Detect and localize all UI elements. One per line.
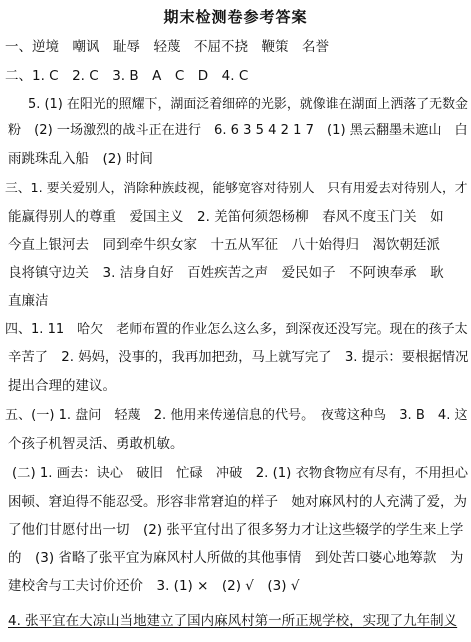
section-1-line: 一、逆境 嘲讽 耻辱 轻蔑 不屈不挠 鞭策 名誉 xyxy=(5,39,329,55)
section-5-line: 五、(一) 1. 盘问 轻蔑 2. 他用来传递信息的代号。 夜莺这种鸟 3. B 4. 这 xyxy=(5,408,468,423)
section-2-q5-line: 雨跳珠乱入船 (2) 时间 xyxy=(8,151,153,167)
section-3-line: 三、1. 要关爱别人，消除种族歧视，能够宽容对待别人 只有用爱去对待别人，才 xyxy=(5,181,468,196)
section-5-part2-line: 建校舍与工夫讨价还价 3. (1) × (2) √ (3) √ xyxy=(8,578,300,594)
section-3-line: 良将镇守边关 3. 洁身自好 百姓疾苦之声 爱民如子 不阿谀奉承 耿 xyxy=(8,265,444,281)
section-3-line: 今直上银河去 同到牵牛织女家 十五从军征 八十始得归 渴饮朝廷派 xyxy=(8,237,440,253)
section-4-line: 提出合理的建议。 xyxy=(8,378,116,394)
section-5-part2-line: (二) 1. 画去：诀心 破旧 忙碌 冲破 2. (1) 衣物食物应有尽有，不用担心 xyxy=(12,466,469,481)
section-5-part2-line: 困顿、窘迫得不能忍受。形容非常窘迫的样子 她对麻风村的人充满了爱，为 xyxy=(8,494,467,510)
section-5-part2-line: 4. 张平宜在大凉山当地建立了国内麻风村第一所正规学校，实现了九年制义 xyxy=(8,613,458,629)
section-3-line: 直廉洁 xyxy=(8,293,49,309)
section-3-line: 能赢得别人的尊重 爱国主义 2. 羌笛何须怨杨柳 春风不度玉门关 如 xyxy=(8,209,444,225)
section-4-line: 四、1. 11 哈欠 老师布置的作业怎么这么多，到深夜还没写完。现在的孩子太 xyxy=(5,322,468,337)
section-2-q5-line: 5. (1) 在阳光的照耀下，湖面泛着细碎的光影，就像谁在湖面上洒落了无数金 xyxy=(28,97,468,112)
page-title: 期末检测卷参考答案 xyxy=(163,8,308,26)
section-5-part2-line: 了他们甘愿付出一切 (2) 张平宜付出了很多努力才让这些辍学的学生来上学 xyxy=(8,522,464,538)
section-2-q5-line: 粉 (2) 一场激烈的战斗正在进行 6. 6 3 5 4 2 1 7 (1) 黑云翻墨未遮山 白 xyxy=(8,123,468,138)
section-5-part2-line: 的 (3) 省略了张平宜为麻风村人所做的其他事情 到处苦口婆心地筹款 为 xyxy=(8,550,464,566)
section-5-line: 个孩子机智灵活、勇敢机敏。 xyxy=(8,436,184,452)
section-4-line: 辛苦了 2. 妈妈，没事的，我再加把劲，马上就写完了 3. 提示：要根据情况 xyxy=(8,350,469,365)
section-2-line: 二、1. C 2. C 3. B A C D 4. C xyxy=(5,68,249,84)
